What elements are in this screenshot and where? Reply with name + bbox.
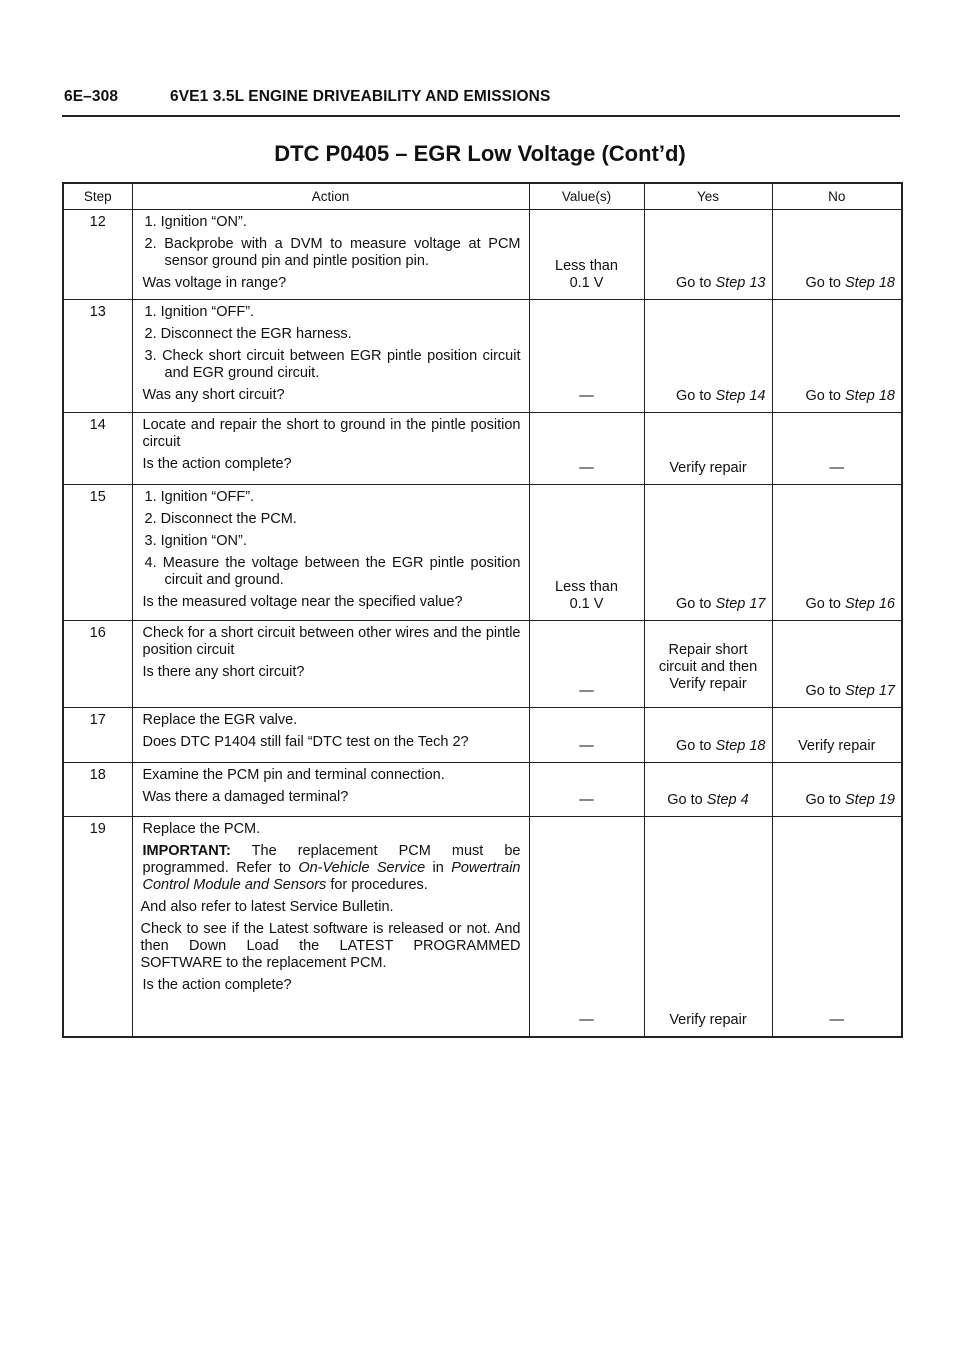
value-cell xyxy=(529,210,644,300)
action-item: 1. Ignition “OFF”. xyxy=(144,489,255,505)
go-to-label: Go to xyxy=(805,792,845,808)
go-to-label: Go to xyxy=(805,683,845,699)
column-header-values: Value(s) xyxy=(529,183,644,210)
no-cell xyxy=(772,621,902,708)
go-to-label: Go to xyxy=(667,792,707,808)
table-row xyxy=(63,763,902,817)
go-to-label: Go to xyxy=(805,388,845,404)
action-question: Was there a damaged terminal? xyxy=(142,789,349,805)
step-reference: Step 18 xyxy=(715,738,766,754)
table-row xyxy=(63,300,902,413)
header-rule xyxy=(62,115,900,117)
action-question: Is the action complete? xyxy=(142,977,292,993)
important-text: in xyxy=(432,860,444,876)
no-cell xyxy=(772,300,902,413)
note-text: And also refer to latest Service Bulletin. xyxy=(140,899,394,915)
action-question: Was any short circuit? xyxy=(142,387,285,403)
manual-title: 6VE1 3.5L ENGINE DRIVEABILITY AND EMISSIONS xyxy=(170,88,551,105)
step-reference: Step 19 xyxy=(845,792,895,808)
table-header-row xyxy=(63,183,902,210)
yes-cell xyxy=(644,485,772,621)
action-question: Does DTC P1404 still fail “DTC test on the Tech 2? xyxy=(142,734,469,750)
go-to-label: Go to xyxy=(805,596,845,612)
table-row xyxy=(63,210,902,300)
go-to-label: Go to xyxy=(676,596,716,612)
important-note xyxy=(141,843,521,894)
value-text: Less than 0.1 V xyxy=(555,579,618,612)
yes-line: circuit and then xyxy=(658,659,758,675)
value-cell: — xyxy=(529,413,644,485)
step-reference: Step 17 xyxy=(715,596,766,612)
important-label: IMPORTANT: xyxy=(142,843,231,859)
action-cell xyxy=(132,485,529,621)
go-to-label: Go to xyxy=(676,388,716,404)
action-cell xyxy=(132,210,529,300)
action-cell xyxy=(132,413,529,485)
value-cell: — xyxy=(529,621,644,708)
step-number: 14 xyxy=(63,413,132,485)
action-question: Is the measured voltage near the specified value? xyxy=(142,594,463,610)
yes-cell xyxy=(644,300,772,413)
value-cell xyxy=(529,485,644,621)
go-to-label: Go to xyxy=(805,275,845,291)
action-item: 2. Disconnect the EGR harness. xyxy=(144,326,352,342)
yes-line: Verify repair xyxy=(669,676,747,692)
yes-cell xyxy=(644,708,772,763)
important-text: The replacement PCM must be programmed. Refer to xyxy=(142,843,521,876)
yes-cell xyxy=(644,210,772,300)
value-cell: — xyxy=(529,708,644,763)
reference-title: Powertrain Control Module and Sensors xyxy=(142,860,521,893)
table-row xyxy=(63,413,902,485)
yes-cell xyxy=(644,621,772,708)
running-header xyxy=(64,88,550,106)
yes-line: Repair short xyxy=(668,642,748,658)
important-text: for procedures. xyxy=(330,877,428,893)
action-text: Check for a short circuit between other wires and the pintle position circuit xyxy=(142,625,521,658)
table-row xyxy=(63,817,902,1037)
section-number: 6E–308 xyxy=(64,88,119,105)
step-number: 19 xyxy=(63,817,132,1037)
step-number: 13 xyxy=(63,300,132,413)
go-to-label: Go to xyxy=(676,738,716,754)
page-title: DTC P0405 – EGR Low Voltage (Cont’d) xyxy=(274,141,686,166)
action-text: Replace the PCM. xyxy=(142,821,261,837)
column-header-yes: Yes xyxy=(644,183,772,210)
action-text: Replace the EGR valve. xyxy=(142,712,298,728)
go-to-label: Go to xyxy=(676,275,716,291)
action-cell xyxy=(132,817,529,1037)
yes-cell: Verify repair xyxy=(644,817,772,1037)
action-question: Is the action complete? xyxy=(142,456,292,472)
action-cell xyxy=(132,763,529,817)
action-cell xyxy=(132,300,529,413)
action-cell xyxy=(132,708,529,763)
action-question: Was voltage in range? xyxy=(142,275,287,291)
step-reference: Step 17 xyxy=(845,683,895,699)
step-number: 17 xyxy=(63,708,132,763)
no-cell: — xyxy=(772,817,902,1037)
value-text: Less than 0.1 V xyxy=(555,258,618,291)
no-cell xyxy=(772,210,902,300)
action-text: Examine the PCM pin and terminal connection. xyxy=(142,767,445,783)
action-item: 3. Ignition “ON”. xyxy=(144,533,247,549)
yes-cell xyxy=(644,763,772,817)
no-cell: Verify repair xyxy=(772,708,902,763)
step-number: 15 xyxy=(63,485,132,621)
step-number: 16 xyxy=(63,621,132,708)
step-reference: Step 14 xyxy=(715,388,766,404)
diagnostic-table xyxy=(62,182,903,1038)
step-reference: Step 13 xyxy=(715,275,766,291)
action-item: 2. Disconnect the PCM. xyxy=(144,511,297,527)
yes-cell: Verify repair xyxy=(644,413,772,485)
action-item: 3. Check short circuit between EGR pintle position circuit and EGR ground circuit. xyxy=(144,348,521,381)
step-reference: Step 4 xyxy=(706,792,749,808)
action-item: 1. Ignition “OFF”. xyxy=(144,304,255,320)
table-row xyxy=(63,708,902,763)
step-number: 12 xyxy=(63,210,132,300)
value-cell: — xyxy=(529,763,644,817)
value-cell: — xyxy=(529,817,644,1037)
table-row xyxy=(63,485,902,621)
reference-title: On-Vehicle Service xyxy=(298,860,426,876)
column-header-step: Step xyxy=(63,183,132,210)
step-number: 18 xyxy=(63,763,132,817)
value-cell: — xyxy=(529,300,644,413)
no-cell xyxy=(772,485,902,621)
step-reference: Step 18 xyxy=(845,275,895,291)
no-cell: — xyxy=(772,413,902,485)
action-item: 1. Ignition “ON”. xyxy=(144,214,247,230)
action-question: Is there any short circuit? xyxy=(142,664,305,680)
action-item: 2. Backprobe with a DVM to measure voltage at PCM sensor ground pin and pintle position pin. xyxy=(144,236,521,269)
column-header-action: Action xyxy=(132,183,529,210)
column-header-no: No xyxy=(772,183,902,210)
step-reference: Step 18 xyxy=(845,388,895,404)
action-cell xyxy=(132,621,529,708)
table-row xyxy=(63,621,902,708)
step-reference: Step 16 xyxy=(845,596,895,612)
no-cell xyxy=(772,763,902,817)
note-text: Check to see if the Latest software is released or not. And then Down Load the LATEST PROGRAMMED SOFTWARE to the replacement PCM. xyxy=(140,921,521,971)
action-item: 4. Measure the voltage between the EGR pintle position circuit and ground. xyxy=(144,555,521,588)
action-text: Locate and repair the short to ground in the pintle position circuit xyxy=(142,417,521,450)
